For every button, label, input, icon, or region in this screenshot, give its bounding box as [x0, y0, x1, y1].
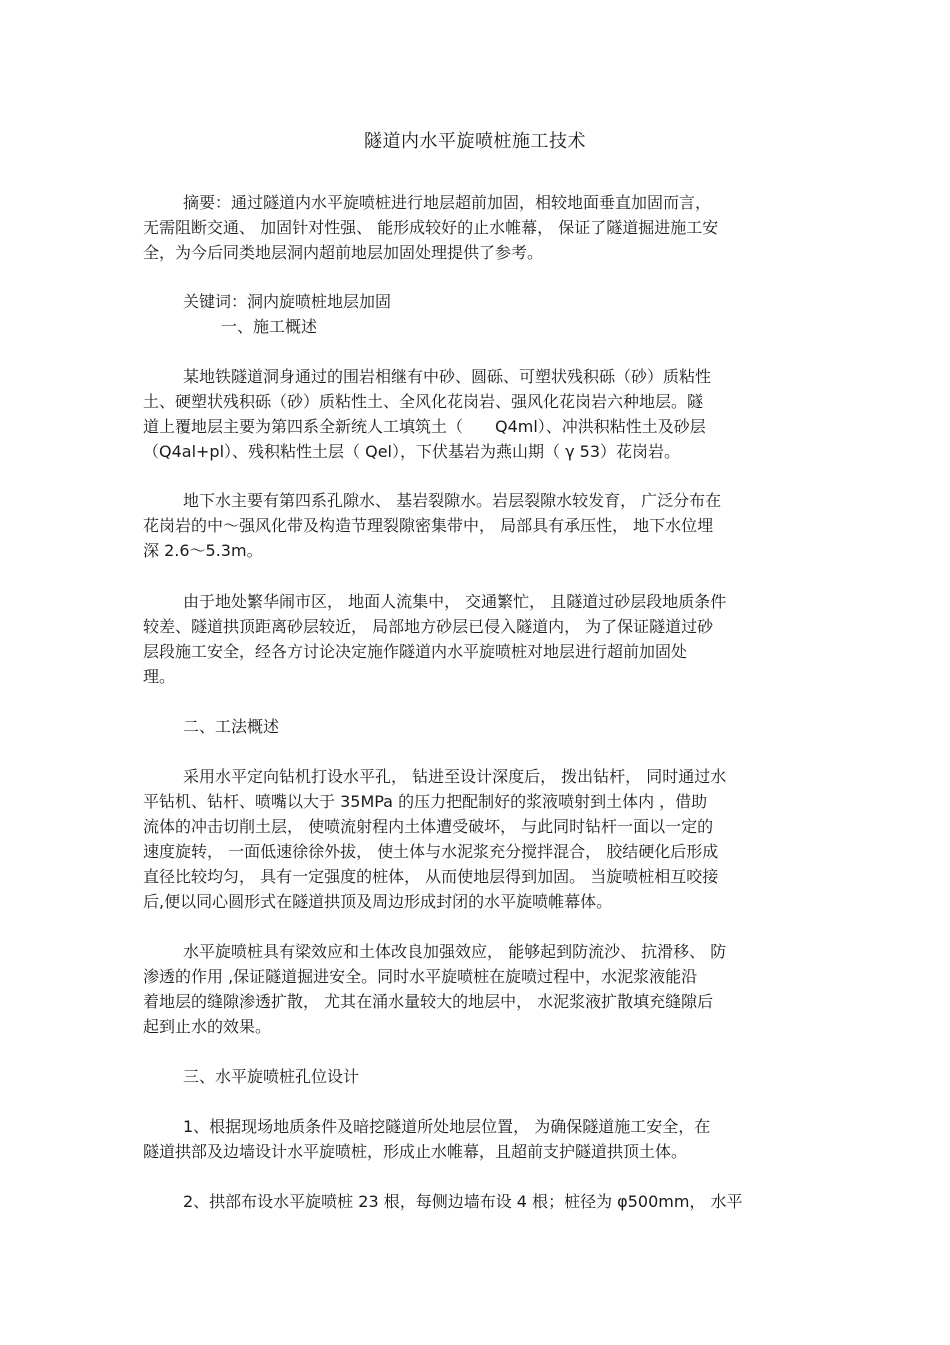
paragraph-line: 花岗岩的中～强风化带及构造节理裂隙密集带中， 局部具有承压性， 地下水位埋: [143, 516, 714, 535]
section-heading-text: 三、水平旋喷桩孔位设计: [183, 1067, 360, 1086]
abstract-paragraph: [143, 190, 813, 265]
body-paragraph-5: [143, 939, 813, 1039]
body-paragraph-3: [143, 589, 813, 689]
abstract-line: 无需阻断交通、 加固针对性强、 能形成较好的止水帷幕， 保证了隧道掘进施工安: [143, 218, 719, 237]
section-heading-3: [143, 1064, 813, 1089]
paragraph-line: 着地层的缝隙渗透扩散， 尤其在涌水量较大的地层中， 水泥浆液扩散填充缝隙后: [143, 992, 714, 1011]
paragraph-line: （Q4al+pl）、残积粘性土层（ Qel），下伏基岩为燕山期（ γ 53）花岗岩。: [143, 442, 681, 461]
paragraph-line: 道上覆地层主要为第四系全新统人工填筑土（ Q4ml）、冲洪积粘性土及砂层: [143, 417, 706, 436]
section-heading-text: 一、施工概述: [221, 317, 318, 336]
paragraph-line: 1、根据现场地质条件及暗挖隧道所处地层位置， 为确保隧道施工安全，在: [183, 1117, 711, 1136]
paragraph-line: 渗透的作用 ,保证隧道掘进安全。同时水平旋喷桩在旋喷过程中，水泥浆液能沿: [143, 967, 698, 986]
page-title: 隧道内水平旋喷桩施工技术: [364, 131, 586, 152]
body-paragraph-4: [143, 764, 813, 914]
body-paragraph-1: [143, 364, 813, 464]
paragraph-line: 土、硬塑状残积砾（砂）质粘性土、全风化花岗岩、强风化花岗岩六种地层。隧: [143, 392, 704, 411]
section-heading-text: 二、工法概述: [183, 717, 280, 736]
section-heading-1: [143, 314, 813, 339]
paragraph-line: 深 2.6～5.3m。: [143, 541, 263, 560]
paragraph-line: 采用水平定向钻机打设水平孔， 钻进至设计深度后， 拨出钻杆， 同时通过水: [183, 767, 727, 786]
paragraph-line: 速度旋转， 一面低速徐徐外拔， 使土体与水泥浆充分搅拌混合， 胶结硬化后形成: [143, 842, 719, 861]
abstract-line: 全，为今后同类地层洞内超前地层加固处理提供了参考。: [143, 243, 544, 262]
abstract-line: 摘要：通过隧道内水平旋喷桩进行地层超前加固，相较地面垂直加固而言，: [183, 193, 712, 212]
paragraph-line: 起到止水的效果。: [143, 1017, 272, 1036]
body-paragraph-7: [143, 1189, 813, 1214]
keywords-line: 关键词：洞内旋喷桩地层加固: [183, 292, 392, 311]
paragraph-line: 直径比较均匀， 具有一定强度的桩体， 从而使地层得到加固。 当旋喷桩相互咬接: [143, 867, 719, 886]
paragraph-line: 水平旋喷桩具有梁效应和土体改良加强效应， 能够起到防流沙、 抗滑移、 防: [183, 942, 727, 961]
paragraph-line: 2、拱部布设水平旋喷桩 23 根，每侧边墙布设 4 根；桩径为 φ500mm， 水平: [183, 1192, 743, 1211]
paragraph-line: 隧道拱部及边墙设计水平旋喷桩，形成止水帷幕，且超前支护隧道拱顶土体。: [143, 1142, 688, 1161]
paragraph-line: 平钻机、钻杆、喷嘴以大于 35MPa 的压力把配制好的浆液喷射到土体内 ，借助: [143, 792, 708, 811]
paragraph-line: 较差、隧道拱顶距离砂层较近， 局部地方砂层已侵入隧道内， 为了保证隧道过砂: [143, 617, 714, 636]
paragraph-line: 由于地处繁华闹市区， 地面人流集中， 交通繁忙， 且隧道过砂层段地质条件: [183, 592, 727, 611]
paragraph-line: 层段施工安全，经各方讨论决定施作隧道内水平旋喷桩对地层进行超前加固处: [143, 642, 688, 661]
section-heading-2: [143, 714, 813, 739]
paragraph-line: 理。: [143, 667, 176, 686]
paragraph-line: 后,便以同心圆形式在隧道拱顶及周边形成封闭的水平旋喷帷幕体。: [143, 892, 613, 911]
paragraph-line: 地下水主要有第四系孔隙水、 基岩裂隙水。岩层裂隙水较发育， 广泛分布在: [183, 491, 722, 510]
body-paragraph-2: [143, 488, 813, 563]
keywords: [143, 289, 813, 314]
paragraph-line: 某地铁隧道洞身通过的围岩相继有中砂、圆砾、可塑状残积砾（砂）质粘性: [183, 367, 712, 386]
body-paragraph-6: [143, 1114, 813, 1164]
paragraph-line: 流体的冲击切削土层， 使喷流射程内土体遭受破坏， 与此同时钻杆一面以一定的: [143, 817, 714, 836]
